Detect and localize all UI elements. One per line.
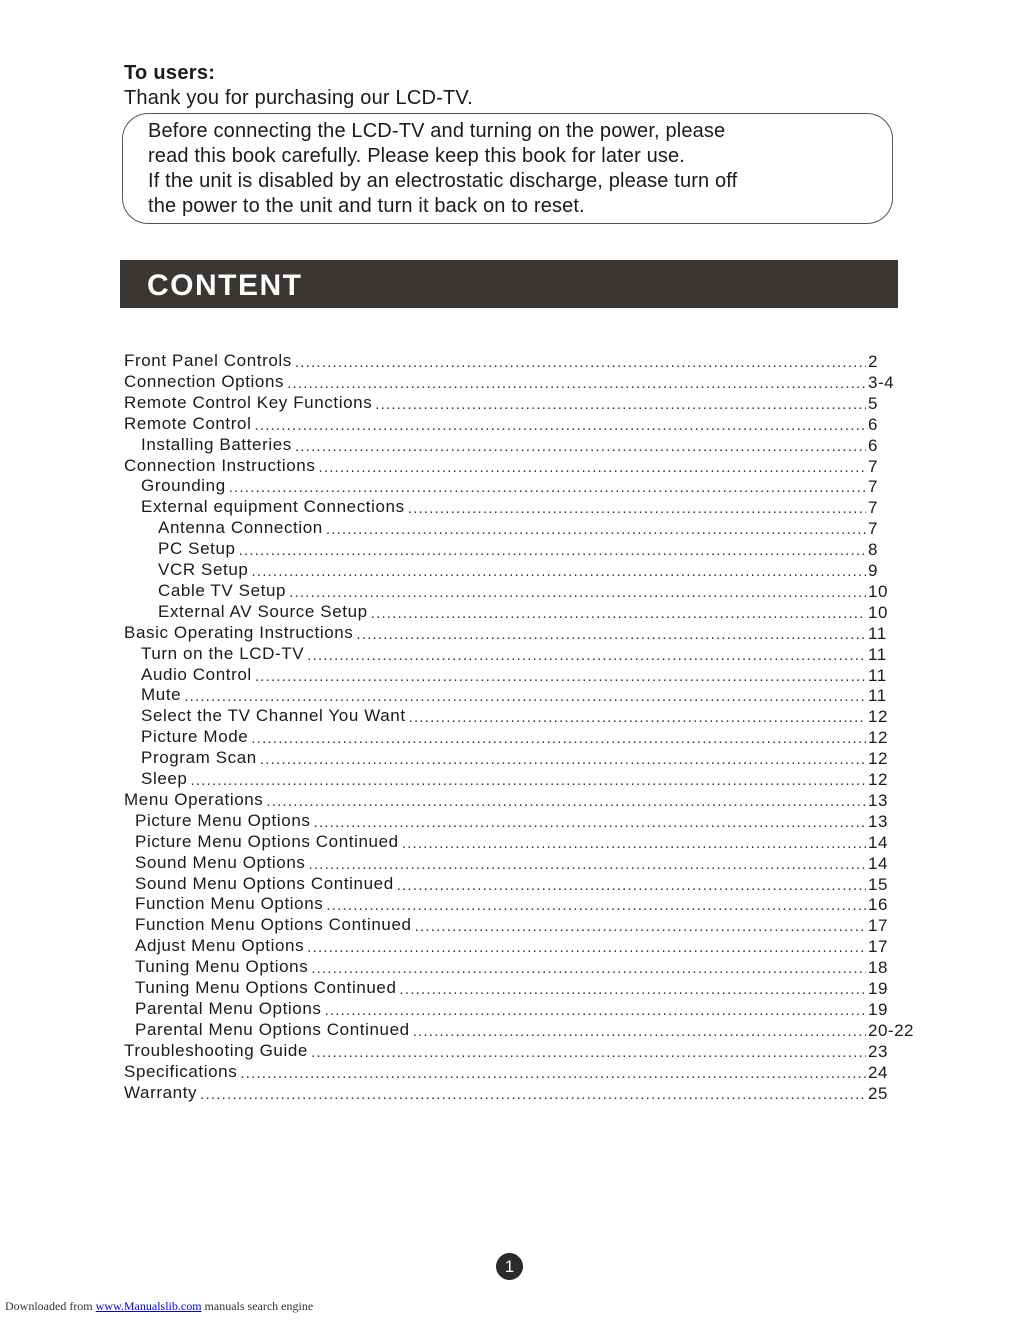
toc-entry[interactable] bbox=[158, 580, 866, 601]
toc-entry[interactable] bbox=[158, 517, 866, 538]
toc-entry[interactable] bbox=[141, 475, 866, 496]
toc-dot-leader bbox=[402, 835, 866, 852]
manualslib-link[interactable]: www.Manualslib.com bbox=[95, 1299, 202, 1313]
toc-entry-page: 13 bbox=[868, 791, 888, 810]
toc-entry-label: Warranty bbox=[124, 1083, 198, 1102]
toc-dot-leader bbox=[311, 960, 866, 977]
toc-entry-page: 11 bbox=[868, 686, 887, 705]
toc-dot-leader bbox=[239, 542, 866, 559]
toc-entry-page: 12 bbox=[868, 728, 888, 747]
toc-entry[interactable] bbox=[124, 622, 866, 643]
toc-dot-leader bbox=[318, 459, 866, 476]
toc-dot-leader bbox=[324, 1002, 866, 1019]
toc-entry-label: Installing Batteries bbox=[141, 435, 292, 454]
toc-dot-leader bbox=[251, 563, 866, 580]
toc-entry-page: 6 bbox=[868, 436, 878, 455]
toc-entry-page: 19 bbox=[868, 979, 888, 998]
toc-entry-label: Parental Menu Options Continued bbox=[135, 1020, 410, 1039]
toc-entry[interactable] bbox=[135, 977, 866, 998]
toc-entry[interactable] bbox=[124, 1061, 866, 1082]
toc-dot-leader bbox=[295, 438, 866, 455]
toc-entry-label: Sleep bbox=[141, 769, 188, 788]
notice-line: read this book carefully. Please keep this book for later use. bbox=[148, 145, 685, 167]
toc-entry-label: Picture Menu Options bbox=[135, 811, 311, 830]
toc-dot-leader bbox=[371, 605, 866, 622]
toc-entry-label: VCR Setup bbox=[158, 560, 249, 579]
toc-dot-leader bbox=[229, 479, 866, 496]
toc-dot-leader bbox=[254, 417, 866, 434]
toc-entry-label: Select the TV Channel You Want bbox=[141, 706, 406, 725]
toc-dot-leader bbox=[397, 877, 866, 894]
toc-entry-label: Specifications bbox=[124, 1062, 238, 1081]
toc-entry-page: 18 bbox=[868, 958, 888, 977]
toc-entry-page: 24 bbox=[868, 1063, 888, 1082]
toc-entry-label: Connection Options bbox=[124, 372, 285, 391]
toc-entry-label: Tuning Menu Options bbox=[135, 957, 309, 976]
toc-dot-leader bbox=[200, 1086, 866, 1103]
toc-entry[interactable] bbox=[135, 831, 866, 852]
toc-dot-leader bbox=[307, 647, 866, 664]
toc-entry-label: Sound Menu Options bbox=[135, 853, 306, 872]
content-title: CONTENT bbox=[147, 269, 303, 302]
toc-entry-label: Basic Operating Instructions bbox=[124, 623, 354, 642]
toc-entry[interactable] bbox=[124, 1040, 866, 1061]
toc-dot-leader bbox=[313, 814, 866, 831]
toc-entry[interactable] bbox=[135, 873, 866, 894]
toc-entry-page: 7 bbox=[868, 519, 878, 538]
footer-prefix: Downloaded from bbox=[5, 1299, 93, 1313]
toc-entry[interactable] bbox=[124, 350, 866, 371]
toc-entry-page: 20-22 bbox=[868, 1021, 914, 1040]
toc-entry-page: 16 bbox=[868, 895, 888, 914]
toc-entry[interactable] bbox=[135, 998, 866, 1019]
toc-entry-label: Front Panel Controls bbox=[124, 351, 292, 370]
toc-entry[interactable] bbox=[158, 601, 866, 622]
toc-entry-label: Audio Control bbox=[141, 665, 252, 684]
toc-dot-leader bbox=[400, 981, 866, 998]
toc-entry-page: 23 bbox=[868, 1042, 888, 1061]
toc-entry-page: 3-4 bbox=[868, 373, 895, 392]
notice-line: the power to the unit and turn it back on to reset. bbox=[148, 195, 585, 217]
toc-entry[interactable] bbox=[141, 496, 866, 517]
toc-entry-label: Function Menu Options bbox=[135, 894, 324, 913]
toc-dot-leader bbox=[295, 354, 866, 371]
toc-entry-page: 7 bbox=[868, 498, 878, 517]
toc-entry-page: 2 bbox=[868, 352, 878, 371]
toc-entry-page: 25 bbox=[868, 1084, 888, 1103]
toc-dot-leader bbox=[240, 1065, 866, 1082]
toc-entry-page: 10 bbox=[868, 582, 888, 601]
toc-dot-leader bbox=[251, 730, 866, 747]
toc-entry[interactable] bbox=[124, 371, 866, 392]
toc-entry[interactable] bbox=[135, 810, 866, 831]
toc-entry-page: 10 bbox=[868, 603, 888, 622]
toc-entry-label: Antenna Connection bbox=[158, 518, 323, 537]
page-number-badge: 1 bbox=[496, 1253, 523, 1280]
content-header-bar bbox=[120, 260, 898, 308]
toc-dot-leader bbox=[287, 375, 866, 392]
toc-entry[interactable] bbox=[141, 434, 866, 455]
toc-entry[interactable] bbox=[124, 1082, 866, 1103]
toc-entry[interactable] bbox=[124, 413, 866, 434]
toc-entry-label: Connection Instructions bbox=[124, 456, 316, 475]
toc-entry-page: 7 bbox=[868, 457, 878, 476]
toc-dot-leader bbox=[266, 793, 866, 810]
toc-entry[interactable] bbox=[141, 684, 866, 705]
toc-dot-leader bbox=[184, 688, 866, 705]
toc-entry[interactable] bbox=[141, 643, 866, 664]
toc-dot-leader bbox=[326, 521, 866, 538]
toc-entry[interactable] bbox=[135, 852, 866, 873]
toc-dot-leader bbox=[255, 668, 866, 685]
toc-entry-label: Picture Mode bbox=[141, 727, 249, 746]
toc-entry-page: 9 bbox=[868, 561, 878, 580]
toc-entry-label: Cable TV Setup bbox=[158, 581, 287, 600]
toc-entry[interactable] bbox=[141, 664, 866, 685]
toc-entry-label: Remote Control Key Functions bbox=[124, 393, 373, 412]
toc-entry[interactable] bbox=[141, 726, 866, 747]
toc-dot-leader bbox=[289, 584, 866, 601]
toc-dot-leader bbox=[408, 500, 866, 517]
toc-dot-leader bbox=[375, 396, 866, 413]
users-heading: To users: bbox=[124, 62, 216, 84]
toc-entry[interactable] bbox=[158, 538, 866, 559]
toc-entry[interactable] bbox=[141, 705, 866, 726]
notice-line: Before connecting the LCD-TV and turning on the power, please bbox=[148, 120, 726, 142]
toc-entry[interactable] bbox=[124, 392, 866, 413]
toc-dot-leader bbox=[413, 1023, 866, 1040]
toc-entry-label: External equipment Connections bbox=[141, 497, 405, 516]
toc-dot-leader bbox=[307, 939, 866, 956]
toc-entry-page: 15 bbox=[868, 875, 888, 894]
toc-entry-page: 12 bbox=[868, 749, 888, 768]
toc-entry-label: PC Setup bbox=[158, 539, 236, 558]
toc-entry-label: Turn on the LCD-TV bbox=[141, 644, 305, 663]
toc-entry-page: 8 bbox=[868, 540, 878, 559]
toc-entry-label: External AV Source Setup bbox=[158, 602, 368, 621]
toc-entry-label: Grounding bbox=[141, 476, 226, 495]
toc-entry-page: 7 bbox=[868, 477, 878, 496]
toc-dot-leader bbox=[260, 751, 866, 768]
toc-dot-leader bbox=[190, 772, 866, 789]
toc-entry-page: 11 bbox=[868, 624, 887, 643]
toc-dot-leader bbox=[326, 897, 866, 914]
toc-dot-leader bbox=[311, 1044, 866, 1061]
notice-line: If the unit is disabled by an electrostatic discharge, please turn off bbox=[148, 170, 738, 192]
toc-entry-page: 12 bbox=[868, 707, 888, 726]
users-thanks: Thank you for purchasing our LCD-TV. bbox=[124, 87, 473, 109]
toc-entry-page: 17 bbox=[868, 937, 888, 956]
download-footer bbox=[5, 1299, 313, 1314]
toc-entry[interactable] bbox=[135, 956, 866, 977]
toc-entry-label: Menu Operations bbox=[124, 790, 264, 809]
toc-entry-page: 13 bbox=[868, 812, 888, 831]
toc-entry[interactable] bbox=[158, 559, 866, 580]
toc-entry-page: 6 bbox=[868, 415, 878, 434]
toc-entry-label: Troubleshooting Guide bbox=[124, 1041, 308, 1060]
toc-entry-page: 19 bbox=[868, 1000, 888, 1019]
toc-entry[interactable] bbox=[124, 789, 866, 810]
toc-entry-page: 11 bbox=[868, 645, 887, 664]
toc-entry-page: 14 bbox=[868, 854, 888, 873]
toc-entry[interactable] bbox=[135, 935, 866, 956]
toc-entry-label: Sound Menu Options Continued bbox=[135, 874, 394, 893]
toc-entry[interactable] bbox=[141, 747, 866, 768]
toc-entry-page: 17 bbox=[868, 916, 888, 935]
footer-suffix: manuals search engine bbox=[204, 1299, 314, 1313]
toc-entry[interactable] bbox=[135, 893, 866, 914]
toc-entry-page: 14 bbox=[868, 833, 888, 852]
toc-entry-label: Mute bbox=[141, 685, 182, 704]
toc-dot-leader bbox=[415, 918, 866, 935]
toc-entry-label: Program Scan bbox=[141, 748, 257, 767]
toc-entry-label: Tuning Menu Options Continued bbox=[135, 978, 397, 997]
toc-entry-label: Parental Menu Options bbox=[135, 999, 322, 1018]
toc-entry[interactable] bbox=[141, 768, 866, 789]
toc-entry-label: Picture Menu Options Continued bbox=[135, 832, 399, 851]
toc-dot-leader bbox=[356, 626, 866, 643]
toc-entry-page: 12 bbox=[868, 770, 888, 789]
toc-entry-page: 11 bbox=[868, 666, 887, 685]
toc-entry[interactable] bbox=[124, 455, 866, 476]
toc-entry-page: 5 bbox=[868, 394, 878, 413]
toc-entry[interactable] bbox=[135, 1019, 866, 1040]
toc-dot-leader bbox=[309, 856, 866, 873]
toc-entry-label: Remote Control bbox=[124, 414, 252, 433]
toc-dot-leader bbox=[409, 709, 866, 726]
toc-entry-label: Adjust Menu Options bbox=[135, 936, 305, 955]
toc-entry-label: Function Menu Options Continued bbox=[135, 915, 412, 934]
toc-entry[interactable] bbox=[135, 914, 866, 935]
